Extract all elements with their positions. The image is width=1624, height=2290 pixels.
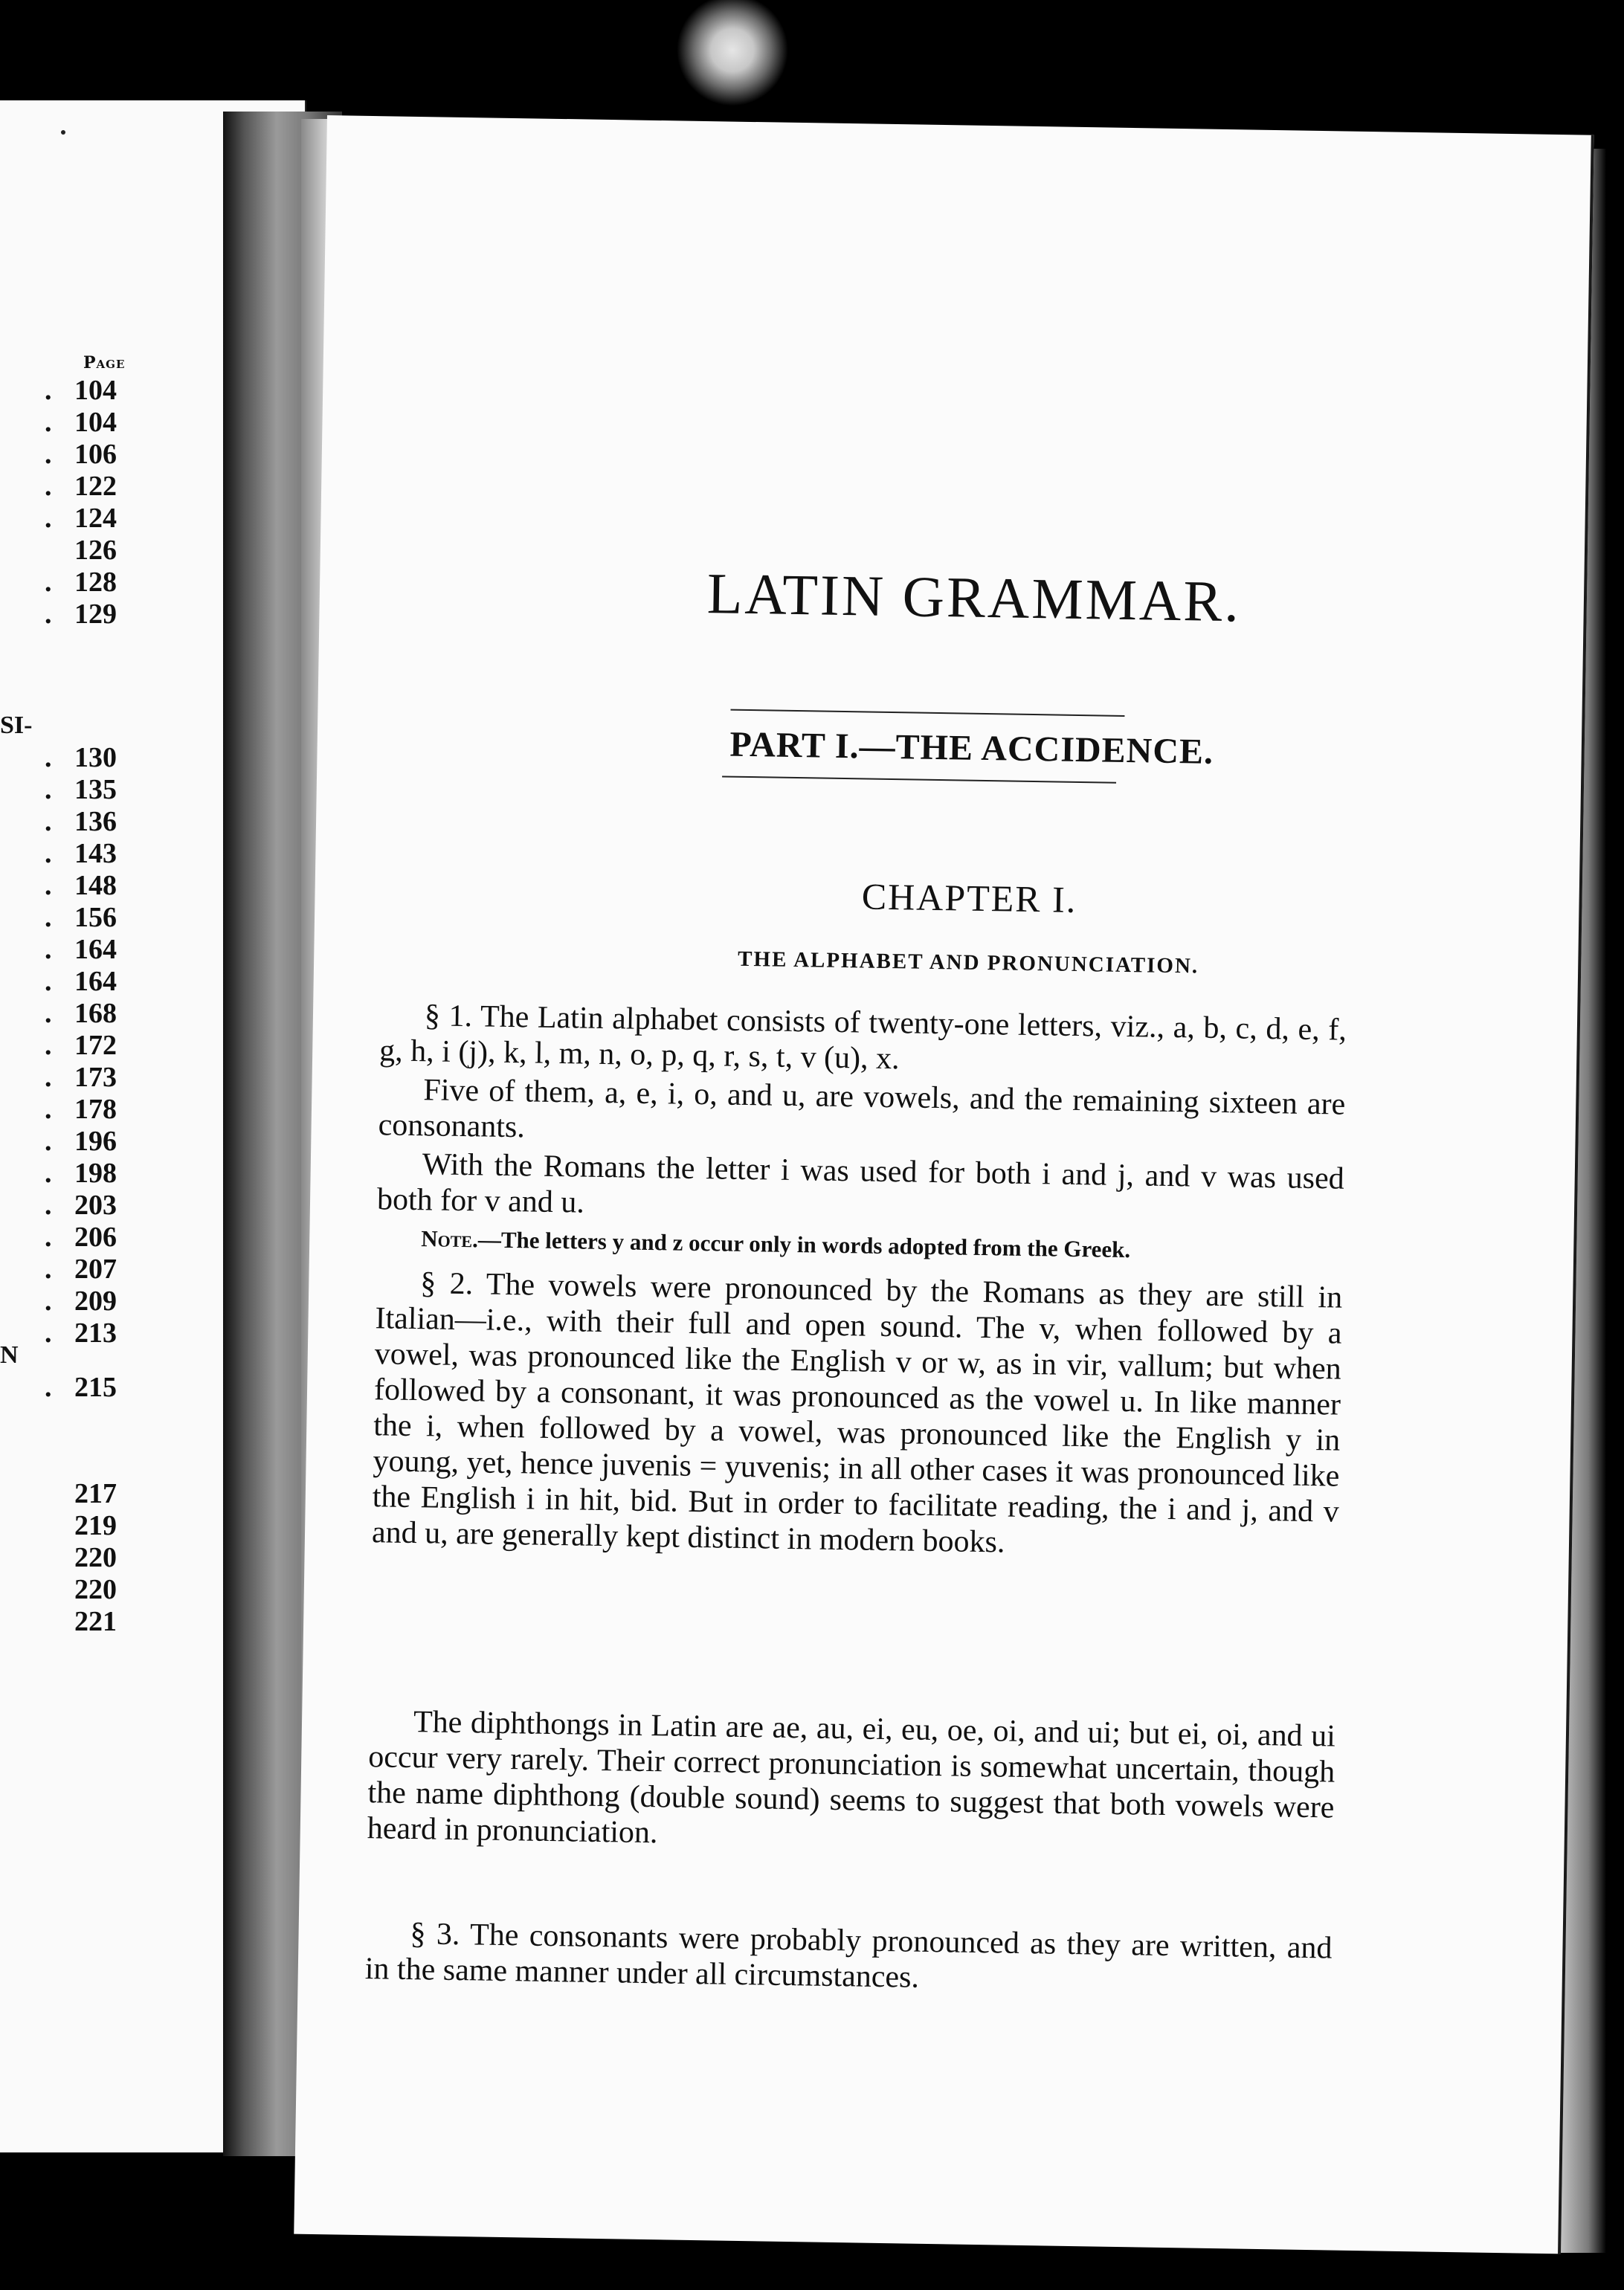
page-number: 207 <box>74 1254 117 1285</box>
page-number: 104 <box>74 375 117 406</box>
leader-dot: . <box>45 870 52 901</box>
paragraph-3: With the Romans the letter i was used for both i and j, and v was used both for v and u. <box>376 1147 1345 1220</box>
page-column-header: Page <box>83 353 126 372</box>
leader-dot: . <box>45 902 52 933</box>
leader-dot: . <box>45 742 52 773</box>
leader-dot: . <box>45 838 52 869</box>
page-number: 196 <box>74 1126 117 1157</box>
leader-dot: . <box>45 503 52 534</box>
leader-dot: . <box>45 471 52 502</box>
paragraph-4: § 2. The vowels were pronounced by the Romans as they are still in Italian—i.e., with their full and open sound. The v, when followed by a vowel, was pronounced like the English v or w, as in vir, vallum; but when followed by a consonant, it was pronounced as the vowel u. In like manner the i, when followed by a vowel, was pronounced like the English y in young, yet, hence juvenis = yuvenis; in all other cases it was pronounced like the English i in hit, bid. But in order to facilitate reading, the i and j, and v and u, are generally kept distinct in modern books. <box>371 1266 1343 1560</box>
page-number: 206 <box>74 1222 117 1253</box>
book-title: LATIN GRAMMAR. <box>706 561 1242 634</box>
leader-dot: . <box>45 1254 52 1285</box>
leader-dot: . <box>45 934 52 965</box>
page-number: 213 <box>74 1317 117 1349</box>
page-number: 198 <box>74 1158 117 1189</box>
title-rule <box>730 709 1124 717</box>
truncated-entry-text: N <box>0 1341 19 1369</box>
leader-dot: . <box>45 1062 52 1093</box>
leader-dot: . <box>45 599 52 630</box>
page-number: 104 <box>74 407 117 438</box>
page-number: 178 <box>74 1094 117 1125</box>
chapter-subtitle: THE ALPHABET AND PRONUNCIATION. <box>737 946 1199 978</box>
note-body: —The letters y and z occur only in words adopted from the Greek. <box>477 1226 1131 1263</box>
speck <box>61 130 65 135</box>
page-number: 126 <box>74 535 117 566</box>
leader-dot: . <box>45 1317 52 1349</box>
page-number: 164 <box>74 966 117 997</box>
page-number: 203 <box>74 1190 117 1221</box>
leader-dot: . <box>45 1190 52 1221</box>
page-number: 219 <box>74 1510 117 1541</box>
page-number: 122 <box>74 471 117 502</box>
page-number: 156 <box>74 902 117 933</box>
page-number: 143 <box>74 838 117 869</box>
page-number: 220 <box>74 1574 117 1605</box>
right-page <box>294 115 1594 2254</box>
leader-dot: . <box>45 998 52 1029</box>
page-number: 124 <box>74 503 117 534</box>
leader-dot: . <box>45 439 52 470</box>
paragraph-6: § 3. The consonants were probably pronounced as they are written, and in the same manner under all circumstances. <box>364 1917 1333 1995</box>
page-number: 148 <box>74 870 117 901</box>
page-number: 209 <box>74 1286 117 1317</box>
leader-dot: . <box>45 1286 52 1317</box>
leader-dot: . <box>45 1094 52 1125</box>
scan-damage-spot <box>673 0 792 112</box>
page-number: 135 <box>74 774 117 805</box>
part-rule <box>722 775 1116 783</box>
page-number: 130 <box>74 742 117 773</box>
page-number: 168 <box>74 998 117 1029</box>
leader-dot: . <box>45 567 52 598</box>
chapter-title: CHAPTER I. <box>861 875 1077 920</box>
page-number: 221 <box>74 1606 117 1637</box>
page-number: 128 <box>74 567 117 598</box>
leader-dot: . <box>45 1126 52 1157</box>
paragraph-1: § 1. The Latin alphabet consists of twenty-one letters, viz., a, b, c, d, e, f, g, h, i (j), k, l, m, n, o, p, q, r, s, t, v (u), x. <box>378 999 1347 1077</box>
leader-dot: . <box>45 1372 52 1403</box>
page-number: 173 <box>74 1062 117 1093</box>
truncated-entry-text: SI- <box>0 712 33 739</box>
leader-dot: . <box>45 966 52 997</box>
paragraph-5: The diphthongs in Latin are ae, au, ei, eu, oe, oi, and ui; but ei, oi, and ui occur very rarely. Their correct pronunciation is somewhat uncertain, though the name diphthong (double sound) seems to suggest that both vowels were heard in pronunciation. <box>367 1705 1336 1851</box>
page-number: 217 <box>74 1478 117 1509</box>
leader-dot: . <box>45 1158 52 1189</box>
note-label: Note. <box>421 1225 479 1253</box>
note <box>391 1225 1343 1268</box>
page-number: 172 <box>74 1030 117 1061</box>
leader-dot: . <box>45 1222 52 1253</box>
leader-dot: . <box>45 375 52 406</box>
page-number: 136 <box>74 806 117 837</box>
leader-dot: . <box>45 774 52 805</box>
part-title: PART I.—THE ACCIDENCE. <box>729 724 1214 772</box>
page-number: 129 <box>74 599 117 630</box>
leader-dot: . <box>45 806 52 837</box>
leader-dot: . <box>45 1030 52 1061</box>
page-number: 220 <box>74 1542 117 1573</box>
leader-dot: . <box>45 407 52 438</box>
page-number: 215 <box>74 1372 117 1403</box>
paragraph-2: Five of them, a, e, i, o, and u, are vowels, and the remaining sixteen are consonants. <box>378 1073 1346 1145</box>
page-number: 164 <box>74 934 117 965</box>
page-number: 106 <box>74 439 117 470</box>
